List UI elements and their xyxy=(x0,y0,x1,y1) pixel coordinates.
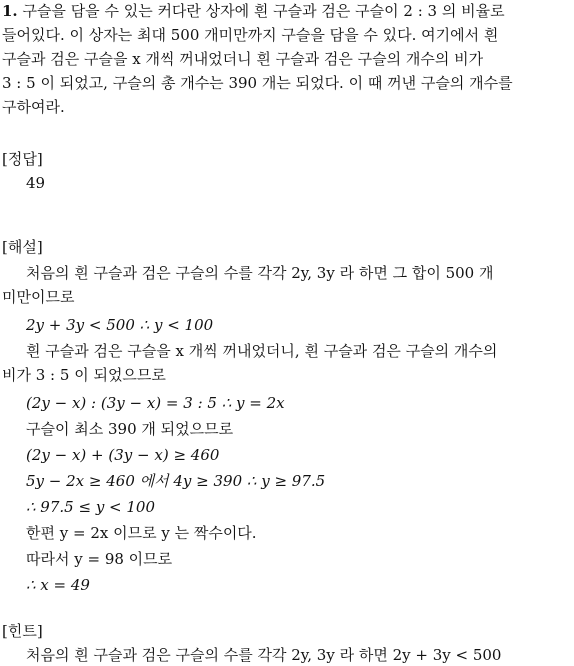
hint-line-1: 처음의 흰 구슬과 검은 구슬의 수를 각각 2y, 3y 라 하면 2y + 3y < 500 xyxy=(26,646,502,664)
problem-line-4: 3 : 5 이 되었고, 구슬의 총 개수는 390 개는 되었다. 이 때 꺼낸 구슬의 개수를 xyxy=(2,74,513,92)
explanation-line-2: 미만이므로 xyxy=(2,288,75,306)
explanation-line-8: (2y − x) + (3y − x) ≥ 460 xyxy=(26,446,220,464)
problem-line-2: 들어있다. 이 상자는 최대 500 개미만까지 구슬을 담을 수 있다. 여기에서 흰 xyxy=(2,26,499,44)
problem-number: 1. xyxy=(2,2,18,20)
problem-line-1 xyxy=(2,0,505,22)
answer-value: 49 xyxy=(26,174,46,192)
explanation-line-7: 구슬이 최소 390 개 되었으므로 xyxy=(26,420,234,438)
explanation-line-11: 한편 y = 2x 이므로 y 는 짝수이다. xyxy=(26,524,257,542)
explanation-line-1: 처음의 흰 구슬과 검은 구슬의 수를 각각 2y, 3y 라 하면 그 합이 500 개 xyxy=(26,264,494,282)
explanation-line-3: 2y + 3y < 500 ∴ y < 100 xyxy=(26,316,214,334)
explanation-line-6: (2y − x) : (3y − x) = 3 : 5 ∴ y = 2x xyxy=(26,394,285,412)
explanation-line-13: ∴ x = 49 xyxy=(26,576,90,594)
explanation-heading: [해설] xyxy=(2,238,43,256)
explanation-line-4: 흰 구슬과 검은 구슬을 x 개씩 꺼내었더니, 흰 구슬과 검은 구슬의 개수의 xyxy=(26,342,498,360)
explanation-line-5: 비가 3 : 5 이 되었으므로 xyxy=(2,366,166,384)
explanation-line-9: 5y − 2x ≥ 460 에서 4y ≥ 390 ∴ y ≥ 97.5 xyxy=(26,472,326,490)
answer-heading: [정답] xyxy=(2,150,43,168)
hint-heading: [힌트] xyxy=(2,622,43,640)
explanation-line-12: 따라서 y = 98 이므로 xyxy=(26,550,173,568)
problem-text-1: 구슬을 담을 수 있는 커다란 상자에 흰 구슬과 검은 구슬이 2 : 3 의 비율로 xyxy=(22,2,505,20)
problem-line-3: 구슬과 검은 구슬을 x 개씩 꺼내었더니 흰 구슬과 검은 구슬의 개수의 비가 xyxy=(2,50,484,68)
problem-line-5: 구하여라. xyxy=(2,98,65,116)
explanation-line-10: ∴ 97.5 ≤ y < 100 xyxy=(26,498,156,516)
